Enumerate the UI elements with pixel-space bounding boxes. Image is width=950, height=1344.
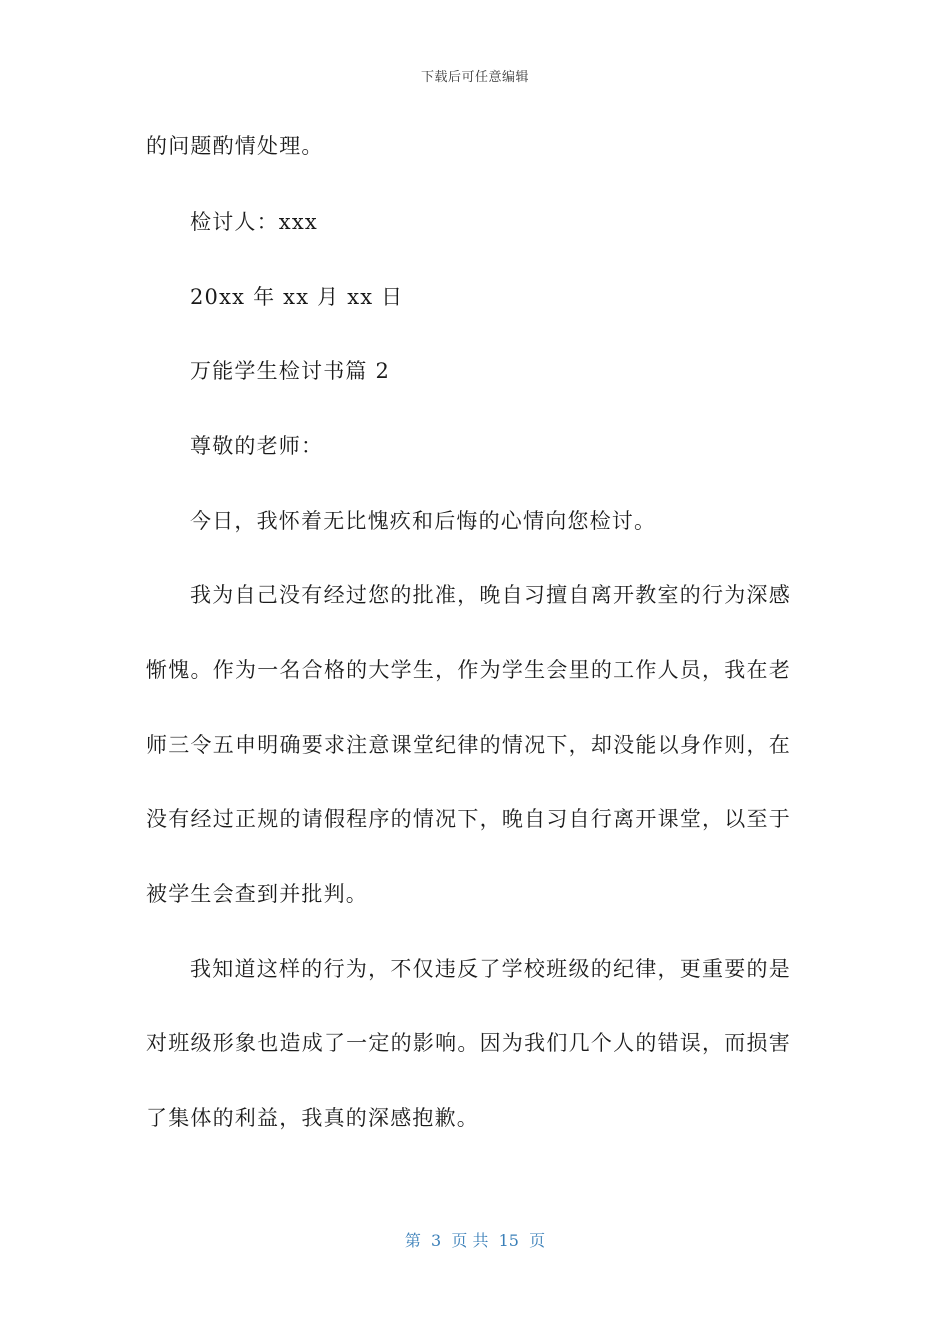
date-line: 20xx 年 xx 月 xx 日 — [190, 285, 404, 309]
paragraph-line: 师三令五申明确要求注意课堂纪律的情况下，却没能以身作则，在 — [146, 733, 791, 757]
paragraph-line: 的问题酌情处理。 — [146, 134, 324, 158]
header-note: 下载后可任意编辑 — [420, 70, 529, 85]
paragraph-line: 今日，我怀着无比愧疚和后悔的心情向您检讨。 — [190, 509, 657, 533]
signature-line: 检讨人：xxx — [190, 210, 318, 234]
paragraph-line: 没有经过正规的请假程序的情况下，晚自习自行离开课堂，以至于 — [146, 807, 791, 831]
paragraph-line: 被学生会查到并批判。 — [146, 882, 368, 906]
paragraph-line: 了集体的利益，我真的深感抱歉。 — [146, 1106, 479, 1130]
section-title: 万能学生检讨书篇 2 — [190, 359, 391, 383]
paragraph-line: 我为自己没有经过您的批准，晚自习擅自离开教室的行为深感 — [190, 583, 791, 607]
paragraph-line: 对班级形象也造成了一定的影响。因为我们几个人的错误，而损害 — [146, 1031, 791, 1055]
paragraph-line: 惭愧。作为一名合格的大学生，作为学生会里的工作人员，我在老 — [146, 658, 791, 682]
page-number-footer: 第 3 页 共 15 页 — [404, 1231, 546, 1250]
salutation: 尊敬的老师： — [190, 434, 324, 458]
paragraph-line: 我知道这样的行为，不仅违反了学校班级的纪律，更重要的是 — [190, 957, 791, 981]
